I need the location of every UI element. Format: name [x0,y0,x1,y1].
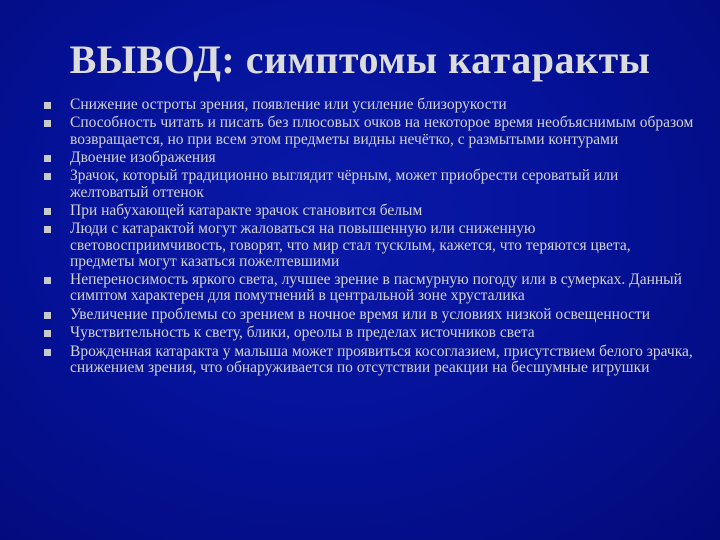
bullet-text: При набухающей катаракте зрачок становится белым [70,201,423,219]
slide-title: ВЫВОД: симптомы катаракты [69,37,651,82]
bullet-text: Люди с катарактой могут жаловаться на повышенную или сниженную световосприимчивость, говорят, что мир стал тусклым, кажется, что теряются цвета, предметы могут казаться пожелтевшими [70,220,631,270]
square-bullet-icon [44,312,51,319]
bullet-text: Увеличение проблемы со зрением в ночное время или в условиях низкой освещенности [70,305,651,323]
square-bullet-icon [44,102,51,109]
bullet-list [44,97,694,378]
bullet-text: Двоение изображения [70,148,216,166]
bullet-item [44,325,694,341]
bullet-text: Врожденная катаракта у малыша может проявиться косоглазием, присутствием белого зрачка, снижением зрения, что обнаруживается по отсутствии реакции на бесшумные игрушки [70,342,693,376]
bullet-item [44,344,694,376]
square-bullet-icon [44,226,51,233]
square-bullet-icon [44,155,51,162]
bullet-item [44,115,694,147]
square-bullet-icon [44,173,51,180]
bullet-item [44,97,694,113]
bullet-text: Способность читать и писать без плюсовых очков на некоторое время необъяснимым образом возвращается, но при всем этом предметы видны нечётко, с размытыми контурами [70,114,694,148]
square-bullet-icon [44,208,51,215]
bullet-text: Снижение остроты зрения, появление или усиление близорукости [70,96,507,113]
square-bullet-icon [44,349,51,356]
square-bullet-icon [44,277,51,284]
bullet-text: Чувствительность к свету, блики, ореолы в пределах источников света [70,324,535,342]
square-bullet-icon [44,120,51,127]
bullet-text: Зрачок, который традиционно выглядит чёрным, может приобрести сероватый или желтоватый оттенок [70,167,619,201]
bullet-text: Непереносимость яркого света, лучшее зрение в пасмурную погоду или в сумерках. Данный симптом характерен для помутнений в центральной зоне хрусталика [70,271,682,305]
bullet-item [44,272,694,304]
bullet-item [44,307,694,323]
square-bullet-icon [44,330,51,337]
bullet-item [44,168,694,200]
bullet-item [44,221,694,270]
bullet-item [44,203,694,219]
bullet-item [44,150,694,166]
